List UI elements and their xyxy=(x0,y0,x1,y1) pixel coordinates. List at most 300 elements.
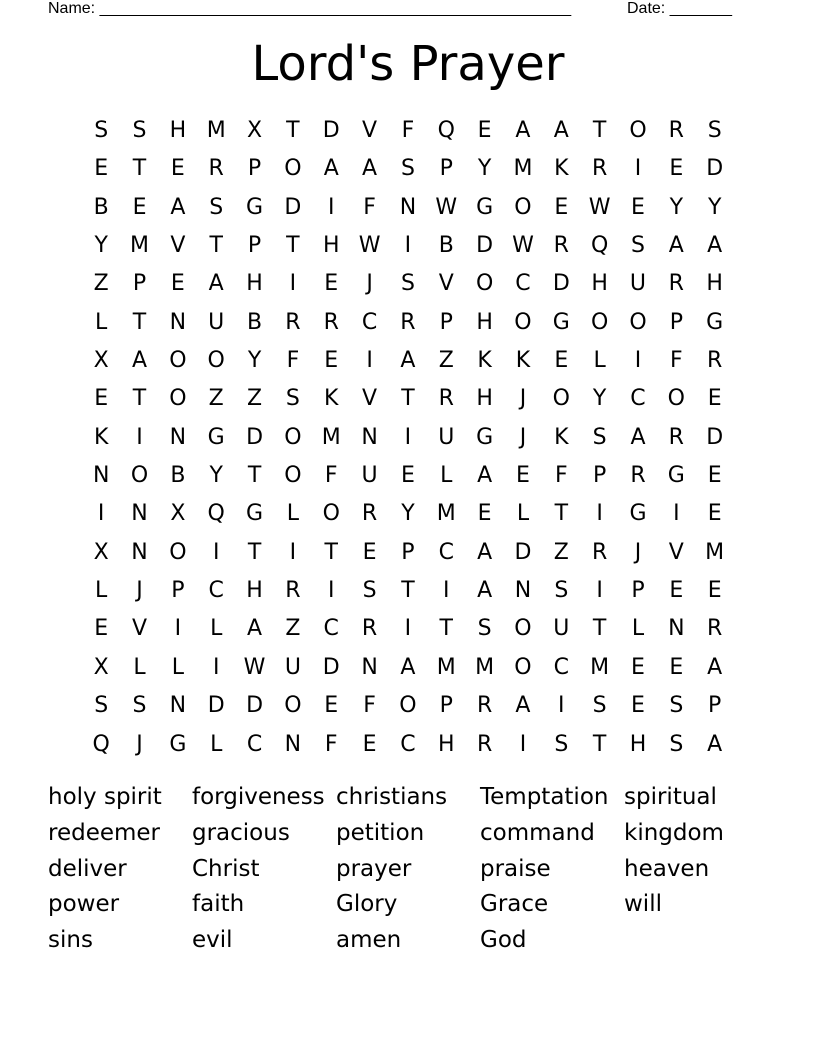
grid-letter[interactable]: E xyxy=(707,501,722,527)
grid-letter[interactable]: O xyxy=(284,463,302,489)
grid-letter[interactable]: C xyxy=(400,731,416,757)
grid-letter[interactable]: V xyxy=(362,386,378,412)
grid-letter[interactable]: U xyxy=(553,616,570,642)
grid-letter[interactable]: A xyxy=(400,348,416,374)
grid-letter[interactable]: P xyxy=(171,578,185,604)
grid-letter[interactable]: M xyxy=(705,539,725,565)
grid-letter[interactable]: Y xyxy=(592,386,607,412)
grid-letter[interactable]: Z xyxy=(553,539,569,565)
grid-letter[interactable]: E xyxy=(362,539,377,565)
grid-letter[interactable]: T xyxy=(132,386,147,412)
grid-letter[interactable]: I xyxy=(596,501,603,527)
grid-letter[interactable]: E xyxy=(631,654,645,680)
grid-letter[interactable]: R xyxy=(668,424,684,450)
grid-letter[interactable]: E xyxy=(707,463,722,489)
grid-letter[interactable]: T xyxy=(592,118,607,143)
grid-letter[interactable]: S xyxy=(631,233,645,259)
grid-letter[interactable]: M xyxy=(475,654,495,680)
grid-letter[interactable]: I xyxy=(136,424,143,450)
grid-letter[interactable]: R xyxy=(476,693,493,719)
grid-letter[interactable]: P xyxy=(132,271,147,297)
grid-letter[interactable]: H xyxy=(591,271,608,297)
grid-letter[interactable]: L xyxy=(95,578,108,604)
grid-letter[interactable]: X xyxy=(93,539,109,565)
grid-letter[interactable]: M xyxy=(206,118,226,143)
grid-letter[interactable]: O xyxy=(667,386,685,412)
grid-letter[interactable]: L xyxy=(171,654,184,680)
grid-letter[interactable]: S xyxy=(669,693,684,719)
grid-letter[interactable]: T xyxy=(592,616,607,642)
grid-letter[interactable]: O xyxy=(284,424,302,450)
word-list-item: faith xyxy=(192,891,245,918)
grid-letter[interactable]: S xyxy=(400,271,415,297)
grid-letter[interactable]: S xyxy=(400,156,415,182)
grid-letter[interactable]: L xyxy=(286,501,300,527)
grid-letter[interactable]: Y xyxy=(209,463,223,489)
grid-letter[interactable]: J xyxy=(519,424,527,450)
grid-letter[interactable]: C xyxy=(553,654,569,680)
grid-letter[interactable]: H xyxy=(169,118,187,143)
grid-letter[interactable]: O xyxy=(514,616,532,642)
grid-letter[interactable]: A xyxy=(477,463,493,489)
grid-letter[interactable]: D xyxy=(706,156,724,182)
word-list-item: command xyxy=(480,819,595,846)
grid-letter[interactable]: Y xyxy=(247,348,262,374)
grid-letter[interactable]: J xyxy=(366,271,373,297)
grid-letter[interactable]: I xyxy=(97,501,105,527)
grid-letter[interactable]: I xyxy=(404,233,412,259)
grid-letter[interactable]: R xyxy=(668,118,684,143)
grid-letter[interactable]: G xyxy=(476,424,494,450)
grid-letter[interactable]: B xyxy=(247,309,263,335)
grid-letter[interactable]: H xyxy=(476,386,493,412)
grid-letter[interactable]: W xyxy=(358,233,381,259)
grid-letter[interactable]: Z xyxy=(285,616,301,642)
grid-letter[interactable]: M xyxy=(513,156,533,182)
grid-letter[interactable]: F xyxy=(363,194,376,220)
grid-letter[interactable]: P xyxy=(401,539,415,565)
grid-letter[interactable]: A xyxy=(707,233,723,259)
grid-letter[interactable]: C xyxy=(515,271,531,297)
grid-letter[interactable]: I xyxy=(443,578,450,604)
grid-letter[interactable]: I xyxy=(289,271,297,297)
grid-letter[interactable]: U xyxy=(361,463,378,489)
grid-letter[interactable]: G xyxy=(667,463,685,489)
grid-letter[interactable]: F xyxy=(286,348,300,374)
grid-letter[interactable]: C xyxy=(323,616,339,642)
grid-letter[interactable]: E xyxy=(94,616,109,642)
grid-letter[interactable]: J xyxy=(519,386,527,412)
grid-letter[interactable]: D xyxy=(207,693,225,719)
grid-letter[interactable]: I xyxy=(366,348,373,374)
grid-letter[interactable]: Z xyxy=(93,271,109,297)
grid-letter[interactable]: I xyxy=(404,616,412,642)
grid-letter[interactable]: P xyxy=(439,693,453,719)
grid-letter[interactable]: V xyxy=(438,271,454,297)
grid-letter[interactable]: O xyxy=(169,386,187,412)
grid-letter[interactable]: U xyxy=(438,424,455,450)
grid-letter[interactable]: R xyxy=(668,271,684,297)
grid-letter[interactable]: A xyxy=(400,654,416,680)
grid-letter[interactable]: S xyxy=(592,693,607,719)
grid-letter[interactable]: P xyxy=(631,578,645,604)
grid-letter[interactable]: I xyxy=(673,501,680,527)
grid-letter[interactable]: Y xyxy=(669,194,684,220)
grid-letter[interactable]: O xyxy=(169,348,187,374)
grid-row xyxy=(82,227,734,265)
grid-letter[interactable]: W xyxy=(243,654,266,680)
grid-letter[interactable]: T xyxy=(286,233,300,259)
grid-letter[interactable]: E xyxy=(400,463,415,489)
grid-letter[interactable]: G xyxy=(207,424,225,450)
grid-letter[interactable]: E xyxy=(707,386,722,412)
grid-letter[interactable]: P xyxy=(439,309,453,335)
grid-letter[interactable]: K xyxy=(324,386,339,412)
grid-letter[interactable]: R xyxy=(361,501,378,527)
grid-letter[interactable]: E xyxy=(516,463,530,489)
word-list-item: christians xyxy=(336,784,448,810)
grid-letter[interactable]: A xyxy=(515,118,531,143)
word-list-item: holy spirit xyxy=(48,784,162,810)
grid-letter[interactable]: H xyxy=(629,731,647,757)
grid-letter[interactable]: E xyxy=(94,386,109,412)
word-list-item: praise xyxy=(480,855,551,882)
grid-letter[interactable]: I xyxy=(404,424,412,450)
grid-letter[interactable]: E xyxy=(477,118,492,143)
grid-letter[interactable]: R xyxy=(630,463,646,489)
grid-letter[interactable]: I xyxy=(634,348,642,374)
grid-letter[interactable]: Y xyxy=(401,501,415,527)
grid-letter[interactable]: D xyxy=(246,693,264,719)
grid-letter[interactable]: T xyxy=(439,616,453,642)
grid-letter[interactable]: M xyxy=(130,233,149,259)
grid-letter[interactable]: G xyxy=(246,501,264,527)
grid-letter[interactable]: O xyxy=(399,693,417,719)
grid-letter[interactable]: L xyxy=(631,616,645,642)
grid-letter[interactable]: Z xyxy=(247,386,263,412)
grid-letter[interactable]: T xyxy=(247,463,262,489)
grid-letter[interactable]: I xyxy=(327,578,335,604)
grid-letter[interactable]: S xyxy=(554,578,569,604)
grid-letter[interactable]: O xyxy=(552,386,570,412)
grid-letter[interactable]: H xyxy=(706,271,723,297)
grid-letter[interactable]: N xyxy=(399,194,417,220)
grid-letter[interactable]: F xyxy=(363,693,376,719)
grid-letter[interactable]: N xyxy=(169,693,187,719)
grid-letter[interactable]: I xyxy=(327,194,335,220)
grid-letter[interactable]: A xyxy=(323,156,339,182)
grid-letter[interactable]: E xyxy=(631,693,645,719)
word-column xyxy=(480,780,624,959)
grid-letter[interactable]: T xyxy=(209,233,223,259)
grid-letter[interactable]: U xyxy=(208,309,225,335)
grid-letter[interactable]: F xyxy=(670,348,683,374)
grid-letter[interactable]: R xyxy=(553,233,569,259)
grid-letter[interactable]: C xyxy=(361,309,378,335)
grid-letter[interactable]: G xyxy=(552,309,570,335)
grid-letter[interactable]: S xyxy=(707,118,722,143)
grid-letter[interactable]: A xyxy=(131,348,148,374)
grid-letter[interactable]: W xyxy=(435,194,458,220)
grid-letter[interactable]: V xyxy=(131,616,148,642)
grid-letter[interactable]: V xyxy=(170,233,186,259)
grid-letter[interactable]: R xyxy=(285,578,301,604)
grid-letter[interactable]: O xyxy=(207,348,225,374)
grid-letter[interactable]: L xyxy=(210,731,223,757)
grid-letter[interactable]: Q xyxy=(207,501,225,527)
grid-letter[interactable]: S xyxy=(94,118,109,143)
grid-letter[interactable]: B xyxy=(93,194,109,220)
grid-letter[interactable]: N xyxy=(514,578,532,604)
grid-letter[interactable]: B xyxy=(170,463,186,489)
grid-letter[interactable]: O xyxy=(514,194,532,220)
grid-letter[interactable]: O xyxy=(169,539,187,565)
grid-letter[interactable]: I xyxy=(289,539,297,565)
grid-letter[interactable]: R xyxy=(323,309,339,335)
grid-letter[interactable]: N xyxy=(361,654,378,680)
grid-letter[interactable]: C xyxy=(438,539,454,565)
grid-letter[interactable]: E xyxy=(324,348,339,374)
grid-letter[interactable]: F xyxy=(401,118,415,143)
grid-letter[interactable]: N xyxy=(131,501,148,527)
grid-letter[interactable]: S xyxy=(132,118,147,143)
grid-letter[interactable]: K xyxy=(477,348,492,374)
grid-letter[interactable]: E xyxy=(362,731,377,757)
word-list-item: Grace xyxy=(480,891,549,918)
grid-letter[interactable]: P xyxy=(247,233,262,259)
grid-letter[interactable]: C xyxy=(208,578,224,604)
grid-letter[interactable]: R xyxy=(285,309,301,335)
grid-letter[interactable]: I xyxy=(596,578,603,604)
grid-letter[interactable]: S xyxy=(94,693,109,719)
grid-letter[interactable]: E xyxy=(631,194,645,220)
grid-letter[interactable]: F xyxy=(324,731,338,757)
grid-letter[interactable]: A xyxy=(208,271,224,297)
grid-letter[interactable]: L xyxy=(95,309,108,335)
grid-letter[interactable]: M xyxy=(436,501,456,527)
grid-letter[interactable]: L xyxy=(516,501,530,527)
grid-letter[interactable]: O xyxy=(284,693,302,719)
grid-letter[interactable]: M xyxy=(590,654,610,680)
grid-letter[interactable]: Y xyxy=(94,233,108,259)
grid-letter[interactable]: A xyxy=(477,578,493,604)
grid-letter[interactable]: E xyxy=(170,271,185,297)
grid-letter[interactable]: D xyxy=(284,194,302,220)
grid-letter[interactable]: Q xyxy=(590,233,609,259)
grid-letter[interactable]: D xyxy=(552,271,570,297)
grid-letter[interactable]: L xyxy=(440,463,453,489)
grid-letter[interactable]: A xyxy=(707,731,723,757)
grid-letter[interactable]: G xyxy=(246,194,264,220)
grid-letter[interactable]: F xyxy=(554,463,568,489)
grid-letter[interactable]: R xyxy=(707,348,723,374)
grid-letter[interactable]: H xyxy=(437,731,455,757)
grid-letter[interactable]: K xyxy=(554,156,569,182)
grid-letter[interactable]: E xyxy=(669,578,684,604)
grid-letter[interactable]: E xyxy=(554,194,569,220)
grid-letter[interactable]: K xyxy=(93,424,109,450)
grid-letter[interactable]: O xyxy=(514,309,532,335)
grid-letter[interactable]: T xyxy=(554,501,569,527)
grid-letter[interactable]: A xyxy=(668,233,684,259)
grid-letter[interactable]: O xyxy=(590,309,609,335)
grid-letter[interactable]: S xyxy=(209,194,224,220)
grid-letter[interactable]: D xyxy=(476,233,494,259)
grid-letter[interactable]: D xyxy=(322,118,340,143)
grid-letter[interactable]: P xyxy=(669,309,683,335)
grid-letter[interactable]: I xyxy=(212,539,220,565)
grid-letter[interactable]: V xyxy=(668,539,684,565)
grid-letter[interactable]: P xyxy=(439,156,453,182)
word-list-item: redeemer xyxy=(48,819,161,846)
grid-letter[interactable]: N xyxy=(92,463,110,489)
grid-letter[interactable]: S xyxy=(285,386,300,412)
grid-letter[interactable]: A xyxy=(247,616,263,642)
grid-letter[interactable]: N xyxy=(169,309,187,335)
grid-letter[interactable]: T xyxy=(401,386,415,412)
grid-letter[interactable]: P xyxy=(247,156,262,182)
grid-letter[interactable]: Z xyxy=(438,348,454,374)
grid-letter[interactable]: G xyxy=(169,731,187,757)
grid-letter[interactable]: E xyxy=(554,348,569,374)
grid-letter[interactable]: F xyxy=(324,463,338,489)
grid-letter[interactable]: K xyxy=(515,348,531,374)
grid-letter[interactable]: R xyxy=(438,386,454,412)
grid-letter[interactable]: H xyxy=(246,578,263,604)
grid-letter[interactable]: N xyxy=(169,424,187,450)
grid-letter[interactable]: O xyxy=(629,309,647,335)
grid-letter[interactable]: E xyxy=(324,693,339,719)
grid-letter[interactable]: S xyxy=(669,731,684,757)
grid-letter[interactable]: A xyxy=(515,693,531,719)
grid-letter[interactable]: R xyxy=(707,616,723,642)
grid-letter[interactable]: J xyxy=(136,578,143,604)
grid-letter[interactable]: A xyxy=(362,156,378,182)
grid-letter[interactable]: M xyxy=(436,654,456,680)
date-field[interactable]: Date: _______ xyxy=(627,0,732,17)
grid-letter[interactable]: R xyxy=(591,539,608,565)
grid-letter[interactable]: Q xyxy=(437,118,455,143)
grid-letter[interactable]: W xyxy=(588,194,611,220)
grid-letter[interactable]: E xyxy=(477,501,492,527)
grid-letter[interactable]: S xyxy=(132,693,147,719)
grid-letter[interactable]: P xyxy=(708,693,722,719)
grid-letter[interactable]: S xyxy=(362,578,377,604)
grid-letter[interactable]: R xyxy=(400,309,416,335)
grid-letter[interactable]: G xyxy=(706,309,724,335)
grid-letter[interactable]: T xyxy=(286,118,300,143)
grid-letter[interactable]: H xyxy=(476,309,493,335)
grid-letter[interactable]: E xyxy=(94,156,109,182)
grid-letter[interactable]: D xyxy=(514,539,532,565)
grid-letter[interactable]: Q xyxy=(92,731,110,757)
grid-letter[interactable]: T xyxy=(132,156,147,182)
grid-letter[interactable]: X xyxy=(170,501,186,527)
grid-letter[interactable]: R xyxy=(476,731,493,757)
grid-letter[interactable]: X xyxy=(93,654,109,680)
grid-letter[interactable]: D xyxy=(706,424,724,450)
grid-letter[interactable]: V xyxy=(362,118,378,143)
grid-letter[interactable]: Y xyxy=(707,194,722,220)
grid-letter[interactable]: E xyxy=(669,654,684,680)
grid-letter[interactable]: P xyxy=(593,463,607,489)
grid-letter[interactable]: T xyxy=(247,539,262,565)
grid-letter[interactable]: I xyxy=(174,616,182,642)
grid-letter[interactable]: S xyxy=(477,616,492,642)
grid-letter[interactable]: K xyxy=(554,424,569,450)
grid-letter[interactable]: E xyxy=(669,156,684,182)
grid-letter[interactable]: W xyxy=(512,233,534,259)
grid-letter[interactable]: I xyxy=(634,156,642,182)
grid-letter[interactable]: O xyxy=(514,654,532,680)
grid-letter[interactable]: L xyxy=(210,616,223,642)
grid-letter[interactable]: T xyxy=(592,731,607,757)
grid-letter[interactable]: O xyxy=(284,156,302,182)
grid-letter[interactable]: D xyxy=(322,654,340,680)
grid-letter[interactable]: B xyxy=(438,233,454,259)
grid-letter[interactable]: A xyxy=(553,118,569,143)
grid-letter[interactable]: L xyxy=(593,348,606,374)
grid-letter[interactable]: A xyxy=(630,424,646,450)
grid-letter[interactable]: M xyxy=(321,424,341,450)
name-field[interactable]: Name: _____________________________________________________ xyxy=(48,0,572,17)
grid-letter[interactable]: A xyxy=(477,539,493,565)
grid-letter[interactable]: O xyxy=(475,271,494,297)
grid-letter[interactable]: U xyxy=(629,271,647,297)
grid-letter[interactable]: E xyxy=(324,271,339,297)
grid-letter[interactable]: C xyxy=(630,386,646,412)
grid-letter[interactable]: U xyxy=(284,654,301,680)
grid-letter[interactable]: E xyxy=(707,578,722,604)
grid-letter[interactable]: T xyxy=(132,309,147,335)
grid-letter[interactable]: I xyxy=(558,693,565,719)
grid-letter[interactable]: O xyxy=(322,501,340,527)
grid-letter[interactable]: A xyxy=(170,194,186,220)
grid-letter[interactable]: N xyxy=(284,731,302,757)
grid-letter[interactable]: A xyxy=(707,654,723,680)
grid-letter[interactable]: I xyxy=(212,654,220,680)
grid-letter[interactable]: N xyxy=(131,539,148,565)
grid-letter[interactable]: E xyxy=(170,156,185,182)
grid-letter[interactable]: T xyxy=(324,539,338,565)
grid-letter[interactable]: N xyxy=(361,424,378,450)
grid-letter[interactable]: H xyxy=(322,233,340,259)
grid-letter[interactable]: R xyxy=(361,616,378,642)
grid-letter[interactable]: O xyxy=(629,118,647,143)
grid-letter[interactable]: X xyxy=(247,118,263,143)
grid-letter[interactable]: G xyxy=(476,194,494,220)
grid-letter[interactable]: O xyxy=(130,463,149,489)
grid-letter[interactable]: X xyxy=(93,348,109,374)
grid-letter[interactable]: H xyxy=(246,271,263,297)
grid-letter[interactable]: L xyxy=(133,654,146,680)
grid-letter[interactable]: R xyxy=(208,156,224,182)
grid-letter[interactable]: E xyxy=(132,194,147,220)
grid-letter[interactable]: R xyxy=(591,156,608,182)
grid-letter[interactable]: N xyxy=(668,616,685,642)
grid-letter[interactable]: S xyxy=(592,424,607,450)
grid-letter[interactable]: C xyxy=(246,731,263,757)
grid-letter[interactable]: G xyxy=(629,501,647,527)
grid-letter[interactable]: Y xyxy=(477,156,492,182)
grid-letter[interactable]: I xyxy=(519,731,527,757)
grid-letter[interactable]: J xyxy=(136,731,143,757)
grid-letter[interactable]: T xyxy=(401,578,415,604)
grid-letter[interactable]: S xyxy=(554,731,569,757)
grid-letter[interactable]: J xyxy=(634,539,642,565)
grid-letter[interactable]: D xyxy=(246,424,264,450)
grid-letter[interactable]: Z xyxy=(208,386,224,412)
